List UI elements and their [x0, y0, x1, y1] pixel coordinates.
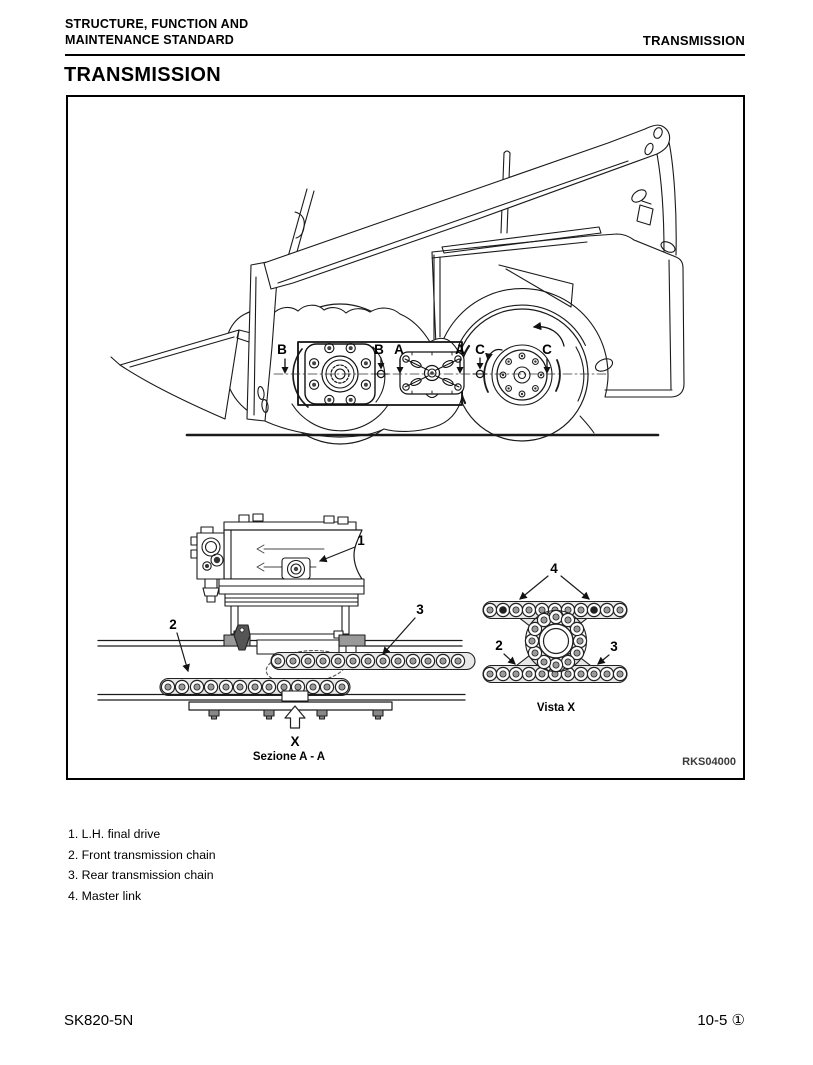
legend-item-4: 4. Master link	[68, 888, 142, 903]
section-label-b-right: B	[374, 342, 384, 357]
vista-x-subfigure	[483, 561, 627, 714]
center-coupling	[400, 352, 464, 398]
bucket	[111, 330, 251, 419]
figure-code: RKS04000	[682, 756, 736, 768]
footer-model: SK820-5N	[64, 1012, 134, 1029]
transmission-figure	[68, 97, 739, 774]
callout-2-vista: 2	[495, 638, 503, 653]
header-left	[65, 16, 248, 48]
legend-item-1: 1. L.H. final drive	[68, 827, 161, 841]
mount-block-right	[339, 635, 365, 646]
vista-caption: Vista X	[536, 702, 576, 714]
parts-legend	[68, 824, 216, 906]
header-left-line2: MAINTENANCE STANDARD	[65, 33, 235, 47]
callout-1: 1	[357, 533, 365, 548]
rear-chain-section	[271, 653, 475, 670]
front-chain-section	[160, 679, 350, 696]
callout-4: 4	[550, 561, 558, 576]
header-right: TRANSMISSION	[642, 33, 745, 48]
legend-item-3: 3. Rear transmission chain	[68, 868, 214, 882]
callout-2-section: 2	[169, 617, 177, 632]
section-label-a-right: A	[455, 342, 465, 357]
sezione-caption: Sezione A - A	[252, 751, 326, 763]
page-symbol: ①	[731, 1012, 745, 1029]
callout-3-section: 3	[416, 602, 424, 617]
section-label-b-left: B	[277, 342, 287, 357]
header-rule	[65, 54, 745, 56]
callout-3-vista: 3	[610, 639, 618, 654]
loader-side-view	[111, 125, 684, 444]
sezione-aa-subfigure	[98, 514, 475, 763]
legend-item-2: 2. Front transmission chain	[68, 847, 216, 862]
header-left-line1: STRUCTURE, FUNCTION AND	[65, 17, 249, 31]
section-label-c-right: C	[542, 342, 552, 357]
view-x-marker: X	[290, 734, 300, 749]
page-title: TRANSMISSION	[64, 64, 221, 86]
page-number: 10-5	[697, 1012, 728, 1029]
section-label-c-left: C	[475, 342, 485, 357]
section-label-a-left: A	[394, 342, 404, 357]
final-drive-gearbox	[191, 514, 364, 638]
chain-cross-cluster	[525, 610, 586, 671]
footer-page-number	[697, 1011, 745, 1029]
figure-box	[66, 95, 745, 780]
